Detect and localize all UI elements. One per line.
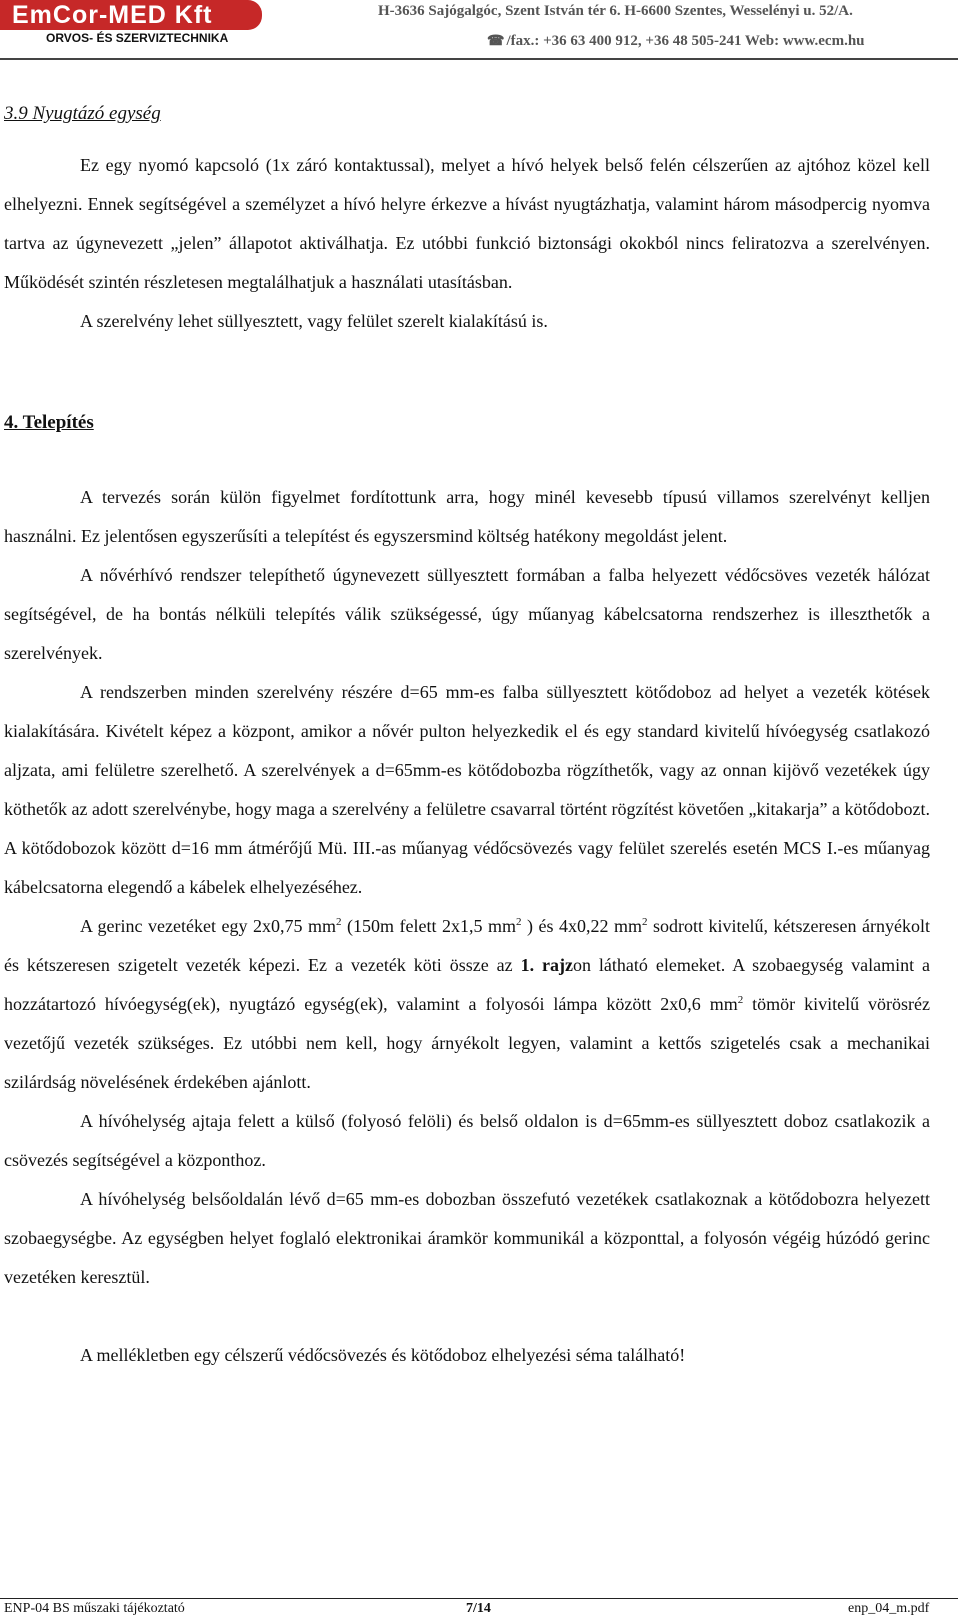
footer-divider [0, 1598, 958, 1599]
logo-brand: EmCor-MED Kft [0, 0, 262, 30]
company-address: H-3636 Sajógalgóc, Szent István tér 6. H-6600 Szentes, Wesselényi u. 52/A. [378, 3, 853, 19]
phone-icon: ☎ [487, 34, 505, 49]
paragraph: A szerelvény lehet süllyesztett, vagy felület szerelt kialakítású is. [80, 311, 548, 331]
logo-subtitle: ORVOS- ÉS SZERVIZTECHNIKA [46, 31, 229, 45]
footer-page-number: 7/14 [466, 1601, 491, 1616]
footer-document-title: ENP-04 BS műszaki tájékoztató [4, 1601, 185, 1616]
paragraph: A hívóhelység ajtaja felett a külső (folyosó felöli) és belső oldalon is d=65mm-es süllyesztett doboz csatlakozik a csövezés segítségével a központhoz. [4, 1111, 930, 1170]
paragraph: A nővérhívó rendszer telepíthető úgynevezett süllyesztett formában a falba helyezett védőcsöves vezeték hálózat segítségével, de ha bontás nélküli telepítés válik szükségessé, úgy műanyag kábelcsatorna rendszerhez is illeszthetők a szerelvények. [4, 565, 930, 663]
paragraph: A rendszerben minden szerelvény részére d=65 mm-es falba süllyesztett kötődoboz ad helyet a vezeték kötések kialakítására. Kivételt képez a központ, amikor a nővér pulton helyezkedik el és egy standard kivitelű hívóegység csatlakozó aljzata, ami felületre szerelhető. A szerelvények a d=65mm-es kötődobozba rögzíthetők, vagy az onnan kijövő vezetékek úgy köthetők az adott szerelvénybe, hogy maga a szerelvény a felületre csavarral történt rögzítést követően „kitakarja” a kötődobozt. A kötődobozok között d=16 mm átmérőjű Mü. III.-as műanyag védőcsövezés vagy felület szerelés esetén MCS I.-es műanyag kábelcsatorna elegendő a kábelek elhelyezéséhez. [4, 682, 930, 897]
paragraph: Ez egy nyomó kapcsoló (1x záró kontaktussal), melyet a hívó helyek belső felén célszerűen az ajtóhoz közel kell elhelyezni. Ennek segítségével a személyzet a hívó helyre érkezve a hívást nyugtázhatja, valamint három másodpercig nyomva tartva az úgynevezett „jelen” állapotot aktiválhatja. Ez utóbbi funkció biztonsági okokból nincs feliratozva a szerelvényen. Működését szintén részletesen megtalálhatjuk a használati utasításban. [4, 155, 930, 292]
section-3-9-body [4, 146, 930, 341]
section-heading-4: 4. Telepítés [4, 412, 94, 433]
paragraph: A hívóhelység belsőoldalán lévő d=65 mm-es dobozban összefutó vezetékek csatlakoznak a kötődobozra helyezett szobaegységbe. Az egységben helyet foglaló elektronikai áramkör kommunikál a központtal, a folyosón végéig húzódó gerinc vezetéken keresztül. [4, 1189, 930, 1287]
page-header [0, 0, 960, 58]
paragraph: A gerinc vezetéket egy 2x0,75 $mm^2$ (150m felett 2x1,5 $mm^2$ ) és 4x0,22 $mm^2$ sodrott kivitelű, kétszeresen árnyékolt és kétszeresen szigetelt vezeték képezi. Ez a vezeték köti össze az 1. rajzon látható elemeket. A szobaegység valamint a hozzátartozó hívóegység(ek), nyugtázó egység(ek), valamint a folyosói lámpa között 2x0,6 $mm^2$ tömör kivitelű vörösréz vezetőjű vezeték szükséges. Ez utóbbi nem kell, hogy árnyékolt legyen, valamint a kettős szigetelés csak a mechanikai szilárdság növelésének érdekében ajánlott. [4, 916, 930, 1092]
section-4-body [4, 478, 930, 1375]
footer-filename: enp_04_m.pdf [848, 1601, 930, 1616]
section-heading-3-9: 3.9 Nyugtázó egység [4, 103, 161, 124]
contact-text: /fax.: +36 63 400 912, +36 48 505-241 Web: www.ecm.hu [506, 33, 865, 49]
company-logo [0, 0, 262, 46]
paragraph: A tervezés során külön figyelmet fordítottunk arra, hogy minél kevesebb típusú villamos szerelvényt kelljen használni. Ez jelentősen egyszerűsíti a telepítést és egyszersmind költség hatékony megoldást jelent. [4, 487, 930, 546]
header-divider [0, 58, 958, 60]
figure-reference: 1. rajz [520, 955, 573, 975]
company-contact [487, 33, 865, 50]
paragraph: A mellékletben egy célszerű védőcsövezés és kötődoboz elhelyezési séma található! [80, 1345, 686, 1365]
